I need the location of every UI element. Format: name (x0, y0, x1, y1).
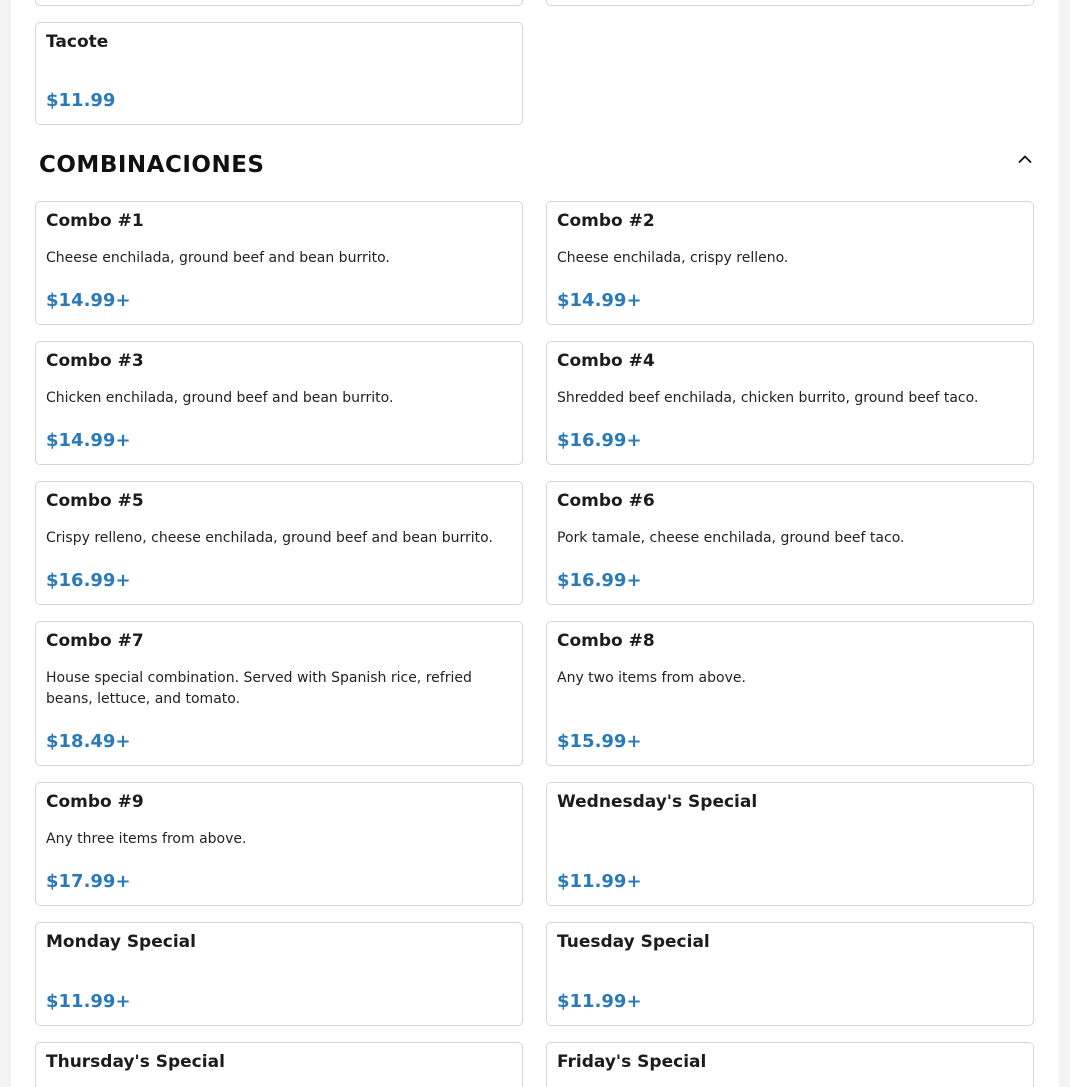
menu-item-description: Cheese enchilada, crispy relleno. (557, 250, 789, 266)
menu-item-card[interactable] (546, 341, 1034, 465)
menu-item-price: $14.99+ (46, 290, 131, 311)
menu-item-description: Shredded beef enchilada, chicken burrito, ground beef taco. (557, 390, 979, 406)
menu-item-card[interactable] (35, 922, 523, 1026)
menu-item-description: Any two items from above. (557, 670, 746, 686)
menu-item-name: Friday's Special (557, 1052, 707, 1072)
menu-item-name: Combo #7 (46, 631, 144, 651)
menu-item-name: Combo #2 (557, 211, 655, 231)
menu-item-card[interactable] (35, 201, 523, 325)
menu-item-name: Tuesday Special (557, 932, 710, 952)
section-collapse-button[interactable] (1014, 148, 1036, 170)
menu-item-name: Combo #3 (46, 351, 144, 371)
menu-item-name: Monday Special (46, 932, 196, 952)
menu-item-name: Combo #5 (46, 491, 144, 511)
menu-item-card[interactable] (546, 481, 1034, 605)
menu-item-card-partial[interactable] (546, 0, 1034, 6)
menu-item-price: $16.99+ (46, 570, 131, 591)
menu-item-card[interactable] (35, 341, 523, 465)
menu-item-card[interactable] (546, 201, 1034, 325)
menu-item-card[interactable] (35, 481, 523, 605)
menu-item-card[interactable] (546, 1042, 1034, 1087)
menu-item-card[interactable] (35, 621, 523, 766)
section-title: COMBINACIONES (39, 152, 265, 178)
menu-item-description: Crispy relleno, cheese enchilada, ground beef and bean burrito. (46, 530, 493, 546)
menu-item-price: $14.99+ (557, 290, 642, 311)
menu-item-price: $11.99+ (557, 871, 642, 892)
menu-item-description: Pork tamale, cheese enchilada, ground beef taco. (557, 530, 905, 546)
menu-item-name: Combo #9 (46, 792, 144, 812)
menu-item-price: $11.99+ (46, 991, 131, 1012)
menu-item-description: Any three items from above. (46, 831, 247, 847)
menu-item-name: Thursday's Special (46, 1052, 225, 1072)
menu-item-price: $18.49+ (46, 731, 131, 752)
menu-item-name: Combo #6 (557, 491, 655, 511)
menu-item-price: $11.99+ (557, 991, 642, 1012)
menu-item-card[interactable] (35, 782, 523, 906)
menu-item-name: Combo #8 (557, 631, 655, 651)
menu-item-card-partial[interactable] (35, 0, 523, 6)
menu-item-price: $16.99+ (557, 430, 642, 451)
menu-item-card[interactable] (546, 782, 1034, 906)
menu-item-card[interactable] (35, 1042, 523, 1087)
menu-item-description: Chicken enchilada, ground beef and bean burrito. (46, 390, 394, 406)
menu-item-name: Combo #1 (46, 211, 144, 231)
chevron-up-icon (1018, 154, 1032, 164)
menu-item-description: Cheese enchilada, ground beef and bean burrito. (46, 250, 390, 266)
menu-item-name: Combo #4 (557, 351, 655, 371)
menu-item-price: $14.99+ (46, 430, 131, 451)
menu-item-description: House special combination. Served with Spanish rice, refried beans, lettuce, and tomato. (46, 670, 472, 707)
menu-item-price: $11.99 (46, 90, 116, 111)
menu-item-price: $16.99+ (557, 570, 642, 591)
menu-item-name: Wednesday's Special (557, 792, 758, 812)
menu-item-card[interactable] (546, 922, 1034, 1026)
menu-item-price: $17.99+ (46, 871, 131, 892)
menu-item-card[interactable] (35, 22, 523, 125)
menu-page (11, 0, 1059, 1087)
menu-item-price: $15.99+ (557, 731, 642, 752)
menu-item-card[interactable] (546, 621, 1034, 766)
menu-item-name: Tacote (46, 32, 109, 52)
